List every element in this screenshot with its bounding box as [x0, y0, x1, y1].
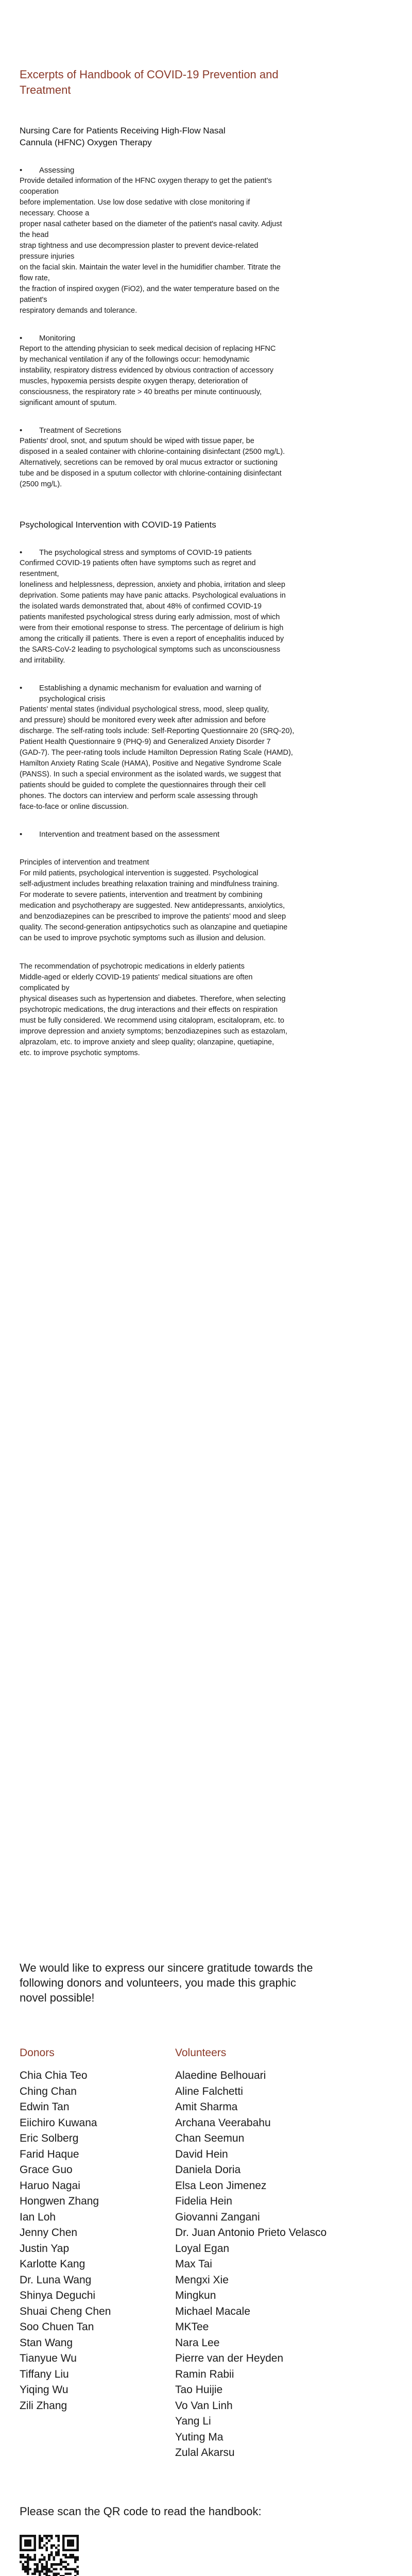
text-line: Report to the attending physician to seek medical decision of replacing HFNC: [20, 345, 276, 353]
text-line: strap tightness and use decompression plaster to prevent device-related: [20, 242, 259, 250]
bullet-marker: •: [20, 426, 23, 435]
donors-heading: Donors: [20, 2047, 55, 2059]
donor-name: Justin Yap: [20, 2242, 70, 2255]
bullet-heading-text: psychological crisis: [39, 694, 106, 703]
text-line: tube and be disposed in a sputum collector with chlorine-containing disinfectant: [20, 469, 282, 478]
text-line: the SARS-CoV-2 leading to psychological symptoms such as unconsciousness: [20, 646, 281, 654]
donor-name: Yiqing Wu: [20, 2384, 68, 2396]
psych-items: [20, 547, 392, 840]
text-line: Hamilton Anxiety Rating Scale (HAMA), Positive and Negative Syndrome Scale: [20, 759, 282, 768]
volunteer-name: Loyal Egan: [175, 2242, 230, 2255]
text-line: pressure injuries: [20, 252, 75, 261]
text-line: necessary. Choose a: [20, 209, 90, 217]
text-line: on the facial skin. Maintain the water level in the humidifier chamber. Titrate the: [20, 263, 281, 272]
text-line: quality. The second-generation antipsychotics such as olanzapine and quetiapine: [20, 923, 288, 931]
text-line: proper nasal catheter based on the diameter of the patient's nasal cavity. Adjust: [20, 220, 282, 228]
bullet-heading: [20, 693, 392, 704]
text-line: alprazolam, etc. to improve anxiety and sleep quality; olanzapine, quetiapine,: [20, 1038, 274, 1046]
donor-name: Stan Wang: [20, 2336, 73, 2349]
hfnc-items: [20, 165, 392, 490]
text-line: respiratory demands and tolerance.: [20, 307, 138, 315]
bullet-marker: •: [20, 830, 23, 839]
text-line: cooperation: [20, 188, 59, 196]
volunteer-name: Aline Falchetti: [175, 2085, 243, 2097]
bullet-marker: •: [20, 166, 23, 175]
text-line: the isolated wards demonstrated that, about 48% of confirmed COVID-19: [20, 602, 262, 611]
volunteer-list: [175, 2068, 327, 2461]
text-line: patient's: [20, 296, 47, 304]
volunteer-name: MKTee: [175, 2321, 209, 2333]
bullet-item: [20, 683, 392, 812]
volunteer-name: Ramin Rabii: [175, 2368, 234, 2380]
donor-name: Hongwen Zhang: [20, 2195, 99, 2207]
volunteer-name: Zulal Akarsu: [175, 2447, 235, 2459]
text-line: deprivation. Some patients may have panic attacks. Psychological evaluations in: [20, 591, 286, 600]
volunteer-name: Elsa Leon Jimenez: [175, 2179, 267, 2192]
text-line: etc. to improve psychotic symptoms.: [20, 1049, 140, 1057]
volunteer-name: Mengxi Xie: [175, 2274, 229, 2286]
bullet-heading: [20, 829, 392, 840]
donor-name: Farid Haque: [20, 2148, 79, 2160]
text-line: medication and psychotherapy are suggested. New antidepressants, anxiolytics,: [20, 902, 285, 910]
text-line: Patients' drool, snot, and sputum should be wiped with tissue paper, be: [20, 437, 254, 445]
text-line: phones. The doctors can interview and perform scale assessing through: [20, 792, 258, 800]
text-line: the head: [20, 231, 49, 239]
text-line: flow rate,: [20, 274, 50, 282]
donor-name: Tiffany Liu: [20, 2368, 69, 2380]
section-title-hfnc: [20, 125, 392, 148]
volunteer-name: Alaedine Belhouari: [175, 2070, 266, 2081]
text-line: and pressure) should be monitored every week after admission and before: [20, 716, 266, 724]
thanks-line: We would like to express our sincere gratitude towards the: [20, 1961, 313, 1974]
volunteer-name: Dr. Juan Antonio Prieto Velasco: [175, 2227, 327, 2239]
volunteer-name: Tao Huijie: [175, 2384, 223, 2396]
bullet-item: [20, 165, 392, 316]
text-line: can be used to improve psychotic symptoms such as illusion and delusion.: [20, 934, 266, 942]
donor-list: [20, 2068, 111, 2414]
thanks-message: [20, 1960, 390, 2005]
text-line: discharge. The self-rating tools include: Self-Reporting Questionnaire 20 (SRQ-20),: [20, 727, 295, 735]
text-line: loneliness and helplessness, depression, anxiety and phobia, irritation and sleep: [20, 581, 285, 589]
donor-name: Shuai Cheng Chen: [20, 2305, 111, 2317]
section-title-line: Cannula (HFNC) Oxygen Therapy: [20, 138, 152, 147]
donor-name: Shinya Deguchi: [20, 2290, 96, 2301]
volunteer-name: Chan Seemun: [175, 2132, 245, 2144]
volunteer-name: Max Tai: [175, 2258, 212, 2270]
bullet-heading: [20, 165, 392, 176]
volunteer-name: David Hein: [175, 2148, 228, 2160]
donor-name: Soo Chuen Tan: [20, 2321, 94, 2333]
bullet-heading-text: Assessing: [39, 166, 75, 175]
text-line: Alternatively, secretions can be removed by oral mucus extractor or suctioning: [20, 459, 278, 467]
text-line: patients should be guided to complete the questionnaires through their cell: [20, 781, 266, 789]
text-line: (GAD-7). The peer-rating tools include Hamilton Depression Rating Scale (HAMD),: [20, 749, 293, 757]
bullet-item: [20, 829, 392, 840]
text-line: Confirmed COVID-19 patients often have symptoms such as regret and: [20, 559, 256, 567]
volunteer-name: Yuting Ma: [175, 2431, 224, 2443]
text-line: must be fully considered. We recommend using citalopram, escitalopram, etc. to: [20, 1016, 284, 1025]
bullet-item: [20, 333, 392, 409]
bullet-heading: [20, 425, 392, 436]
text-line: improve depression and anxiety symptoms; benzodiazepines such as estazolam,: [20, 1027, 287, 1036]
donors-column: [20, 2045, 111, 2414]
section-title-line: Nursing Care for Patients Receiving High-Flow Nasal: [20, 126, 226, 135]
bullet-heading-text: The psychological stress and symptoms of COVID-19 patients: [39, 548, 252, 557]
thanks-line: novel possible!: [20, 1991, 95, 2004]
text-line: The recommendation of psychotropic medications in elderly patients: [20, 962, 245, 971]
volunteer-name: Mingkun: [175, 2290, 216, 2301]
donor-name: Dr. Luna Wang: [20, 2274, 92, 2286]
volunteer-name: Giovanni Zangani: [175, 2211, 260, 2223]
donor-name: Edwin Tan: [20, 2101, 70, 2113]
text-line: For moderate to severe patients, intervention and treatment by combining: [20, 891, 263, 899]
bullet-heading-text: Establishing a dynamic mechanism for evaluation and warning of: [39, 684, 262, 692]
text-line: psychotropic medications, the drug interactions and their effects on respiration: [20, 1006, 278, 1014]
text-line: significant amount of sputum.: [20, 399, 117, 407]
donor-name: Jenny Chen: [20, 2227, 78, 2239]
text-line: and benzodiazepines can be prescribed to improve the patients' mood and sleep: [20, 912, 286, 921]
text-line: (2500 mg/L).: [20, 480, 62, 488]
text-line: consciousness, the respiratory rate > 40 breaths per minute continuously,: [20, 388, 262, 396]
text-line: Principles of intervention and treatment: [20, 858, 149, 867]
text-line: Patient Health Questionnaire 9 (PHQ-9) and Generalized Anxiety Disorder 7: [20, 738, 271, 746]
donor-name: Tianyue Wu: [20, 2352, 77, 2364]
qr-label: Please scan the QR code to read the handbook:: [20, 2505, 262, 2518]
text-line: among the critically ill patients. There is even a report of encephalitis induced by: [20, 635, 284, 643]
bullet-heading-text: Intervention and treatment based on the assessment: [39, 830, 220, 839]
bullet-heading-text: Monitoring: [39, 334, 76, 343]
book-title-line: Treatment: [20, 83, 71, 96]
qr-code[interactable]: [20, 2535, 79, 2576]
book-title: [20, 67, 392, 98]
text-line: Middle-aged or elderly COVID-19 patients' medical situations are often: [20, 973, 253, 981]
text-line: complicated by: [20, 984, 70, 992]
donor-name: Eric Solberg: [20, 2132, 79, 2144]
text-line: (PANSS). In such a special environment as the isolated wards, we suggest that: [20, 770, 281, 778]
donor-name: Grace Guo: [20, 2164, 73, 2176]
bullet-heading: [20, 683, 392, 693]
bullet-marker: •: [20, 334, 23, 343]
volunteer-name: Yang Li: [175, 2415, 211, 2427]
text-line: and irritability.: [20, 656, 65, 665]
bullet-heading: [20, 547, 392, 558]
elderly-block: [20, 961, 392, 1059]
volunteer-name: Fidelia Hein: [175, 2195, 232, 2207]
bullet-item: [20, 425, 392, 490]
donor-name: Ching Chan: [20, 2085, 77, 2097]
donor-name: Karlotte Kang: [20, 2258, 85, 2270]
donor-name: Eiichiro Kuwana: [20, 2116, 97, 2129]
text-line: were from their emotional response to stress. The percentage of delirium is high: [20, 624, 284, 632]
text-line: Patients' mental states (individual psychological stress, mood, sleep quality,: [20, 705, 269, 714]
bullet-marker: •: [20, 684, 23, 692]
handbook-excerpt: [0, 0, 412, 1059]
thanks-line: following donors and volunteers, you made this graphic: [20, 1976, 296, 1989]
bullet-item: [20, 547, 392, 666]
volunteer-name: Daniela Doria: [175, 2164, 241, 2176]
volunteer-name: Vo Van Linh: [175, 2399, 233, 2412]
text-line: For mild patients, psychological intervention is suggested. Psychological: [20, 869, 259, 877]
volunteer-name: Nara Lee: [175, 2336, 220, 2349]
section-title-psych: Psychological Intervention with COVID-19 Patients: [20, 520, 216, 530]
text-line: physical diseases such as hypertension and diabetes. Therefore, when selecting: [20, 995, 286, 1003]
volunteer-name: Pierre van der Heyden: [175, 2352, 284, 2364]
volunteer-name: Michael Macale: [175, 2305, 250, 2317]
bullet-marker: •: [20, 548, 23, 557]
volunteer-name: Archana Veerabahu: [175, 2116, 271, 2129]
volunteer-name: Amit Sharma: [175, 2101, 238, 2113]
bullet-heading: [20, 333, 392, 344]
text-line: instability, respiratory distress evidenced by obvious contraction of accessory: [20, 366, 273, 375]
principles-block: [20, 857, 392, 944]
donor-name: Chia Chia Teo: [20, 2070, 88, 2081]
text-line: disposed in a sealed container with chlorine-containing disinfectant (2500 mg/L).: [20, 448, 285, 456]
book-title-line: Excerpts of Handbook of COVID-19 Prevention and: [20, 68, 279, 81]
text-line: resentment,: [20, 570, 59, 578]
text-line: patients manifested psychological stress during early admission, most of which: [20, 613, 280, 621]
volunteers-heading: Volunteers: [175, 2047, 227, 2059]
donor-name: Haruo Nagai: [20, 2179, 80, 2192]
donor-name: Zili Zhang: [20, 2399, 67, 2412]
donor-name: Ian Loh: [20, 2211, 56, 2223]
volunteers-column: [175, 2045, 327, 2461]
text-line: Provide detailed information of the HFNC oxygen therapy to get the patient's: [20, 177, 272, 185]
text-line: before implementation. Use low dose sedative with close monitoring if: [20, 198, 250, 207]
text-line: the fraction of inspired oxygen (FiO2), and the water temperature based on the: [20, 285, 280, 293]
bullet-heading-text: Treatment of Secretions: [39, 426, 122, 435]
text-line: by mechanical ventilation if any of the followings occur: hemodynamic: [20, 355, 250, 364]
text-line: muscles, hypoxemia persists despite oxygen therapy, deterioration of: [20, 377, 248, 385]
text-line: face-to-face or online discussion.: [20, 803, 129, 811]
text-line: self-adjustment includes breathing relaxation training and mindfulness training.: [20, 880, 279, 888]
